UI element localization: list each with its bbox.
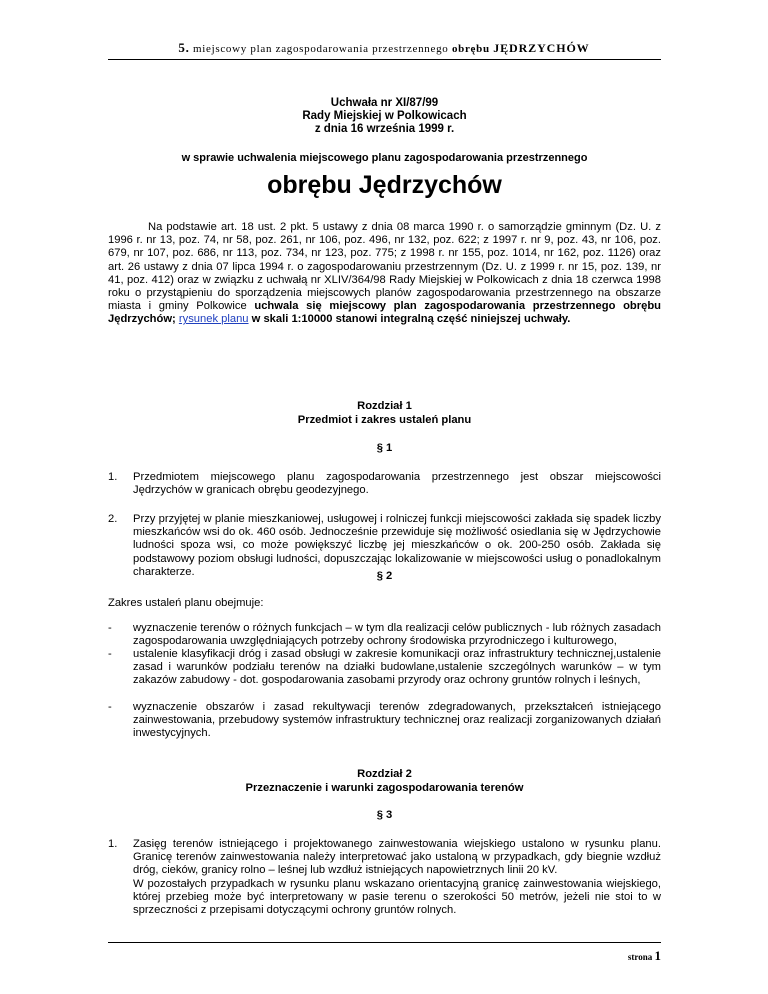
page-footer (628, 948, 661, 964)
list-item (108, 622, 661, 648)
list-item-text: wyznaczenie terenów o różnych funkcjach – w tym dla realizacji celów publicznych - lub różnych zasadach zagospodarowania uwzględniających potrzeby ochrony środowiska przyrodniczego i kulturowego, (133, 622, 661, 648)
list-item-text-part-1: Zasięg terenów istniejącego i projektowanego zainwestowania wiejskiego ustalono w rysunku planu. Granicę terenów zainwestowania należy interpretować jako ustaloną w przypadkach, gdy biegnie wzdłuż dróg, cieków, granicy rolno – leśnej lub wzdłuż istniejących napowietrznych linii 20 kV. (133, 838, 661, 877)
paragraph-2-intro: Zakres ustaleń planu obejmuje: (108, 597, 264, 609)
list-dash: - (108, 622, 112, 634)
list-item-text (133, 838, 661, 917)
header-number: 5. (178, 40, 190, 55)
footer-rule (108, 942, 661, 943)
resolution-subject: w sprawie uchwalenia miejscowego planu zagospodarowania przestrzennego (181, 152, 588, 164)
header-name: JĘDRZYCHÓW (493, 41, 590, 55)
intro-text: Na podstawie art. 18 ust. 2 pkt. 5 ustawy z dnia 08 marca 1990 r. o samorządzie gminnym (Dz. U. z 1996 r. nr 13, poz. 74, nr 58, poz. 261, nr 106, poz. 496, nr 132, poz. 622; z 1997 r. nr 9, poz. 43, nr 106, poz. 679, nr 107, poz. 686, nr 113, poz. 734, nr 123, poz. 775; z 1998 r. nr 155, poz. 1014, nr 162, poz. 1126) oraz art. 26 ustawy z dnia 07 lipca 1994 r. o zagospodarowaniu przestrzennym (Dz. U. z 1999 r. nr 15, poz. 139, nr 41, poz. 412) oraz w związku z uchwałą nr XLIV/364/98 Rady Miejskiej w Polkowicach z dnia 18 czerwca 1998 roku o przystąpieniu do sporządzenia miejscowych planów zagospodarowania przestrzennego na obszarze miasta i gminy Polkowice (108, 221, 661, 313)
list-item-text: Przedmiotem miejscowego planu zagospodarowania przestrzennego jest obszar miejscowości Jędrzychów w granicach obrębu geodezyjnego. (133, 471, 661, 497)
chapter-2-title: Przeznaczenie i warunki zagospodarowania terenów (245, 782, 524, 794)
list-dash: - (108, 648, 112, 660)
intro-bold-2: w skali 1:10000 stanowi integralną część niniejszej uchwały. (248, 313, 571, 326)
list-item-number: 2. (108, 513, 118, 525)
chapter-2-heading (108, 767, 661, 795)
list-item-number: 1. (108, 838, 118, 850)
list-item-text: Przy przyjętej w planie mieszkaniowej, usługowej i rolniczej funkcji miejscowości zakłada się spadek liczby mieszkańców wsi do ok. 460 osób. Jednocześnie przewiduje się możliwość osiedlania się w Jędrzychowie ludności spoza wsi, co może powiększyć liczbę jej mieszkańców o ok. 200-250 osób. Zakłada się podstawowy poziom obsługi ludności, dopuszczając lokalizowanie w miejscowości usług o ponadlokalnym charakterze. (133, 513, 661, 578)
list-item-text-part-2: W pozostałych przypadkach w rysunku planu wskazano orientacyjną granicę zainwestowania wiejskiego, której przebieg może być interpretowany w pasie terenu o szerokości 50 metrów, jeżeli nie stoi to w sprzeczności z przepisami dotyczącymi ochrony gruntów rolnych. (133, 877, 661, 917)
header-prefix: miejscowy plan zagospodarowania przestrzennego (193, 43, 449, 55)
resolution-number: Uchwała nr XI/87/99 (330, 97, 439, 109)
header-obreb: obrębu (451, 43, 490, 55)
running-header (0, 40, 768, 56)
header-rule (108, 59, 661, 60)
intro-paragraph (108, 221, 661, 327)
list-item-text: ustalenie klasyfikacji dróg i zasad obsługi w zakresie komunikacji oraz infrastruktury technicznej,ustalenie zasad i warunków podziału terenów na działki budowlane,ustalenie szczególnych warunków – w tym zakazów zabudowy - dot. gospodarowania zasobami przyrody oraz ochrony gruntów rolnych i leśnych, (133, 648, 661, 687)
list-item (108, 471, 661, 497)
chapter-1-title: Przedmiot i zakres ustaleń planu (297, 414, 472, 426)
list-item (108, 648, 661, 688)
chapter-2-label: Rozdział 2 (357, 768, 412, 780)
footer-label: strona (627, 952, 653, 962)
chapter-1-label: Rozdział 1 (357, 400, 412, 412)
list-dash: - (108, 701, 112, 713)
paragraph-2-mark: § 2 (376, 570, 393, 582)
document-main-title: obrębu Jędrzychów (267, 171, 502, 199)
page-number: 1 (654, 948, 661, 963)
resolution-title (108, 97, 661, 136)
paragraph-1-mark: § 1 (376, 442, 393, 454)
list-item-text: wyznaczenie obszarów i zasad rekultywacji terenów zdegradowanych, przekształceń istniejącego zainwestowania, przebudowy systemów infrastruktury technicznej oraz realizacji zorganizowanych działań inwestycyjnych. (133, 701, 661, 740)
paragraph-3-mark: § 3 (376, 809, 393, 821)
list-item (108, 838, 661, 917)
resolution-date: z dnia 16 września 1999 r. (314, 123, 455, 135)
list-item (108, 701, 661, 741)
resolution-council: Rady Miejskiej w Polkowicach (302, 110, 467, 122)
plan-drawing-link[interactable]: rysunek planu (178, 313, 249, 326)
chapter-1-heading (108, 399, 661, 427)
intro-bold-1: uchwala się miejscowy plan zagospodarowania przestrzennego obrębu Jędrzychów; (108, 300, 661, 326)
list-item-number: 1. (108, 471, 118, 483)
